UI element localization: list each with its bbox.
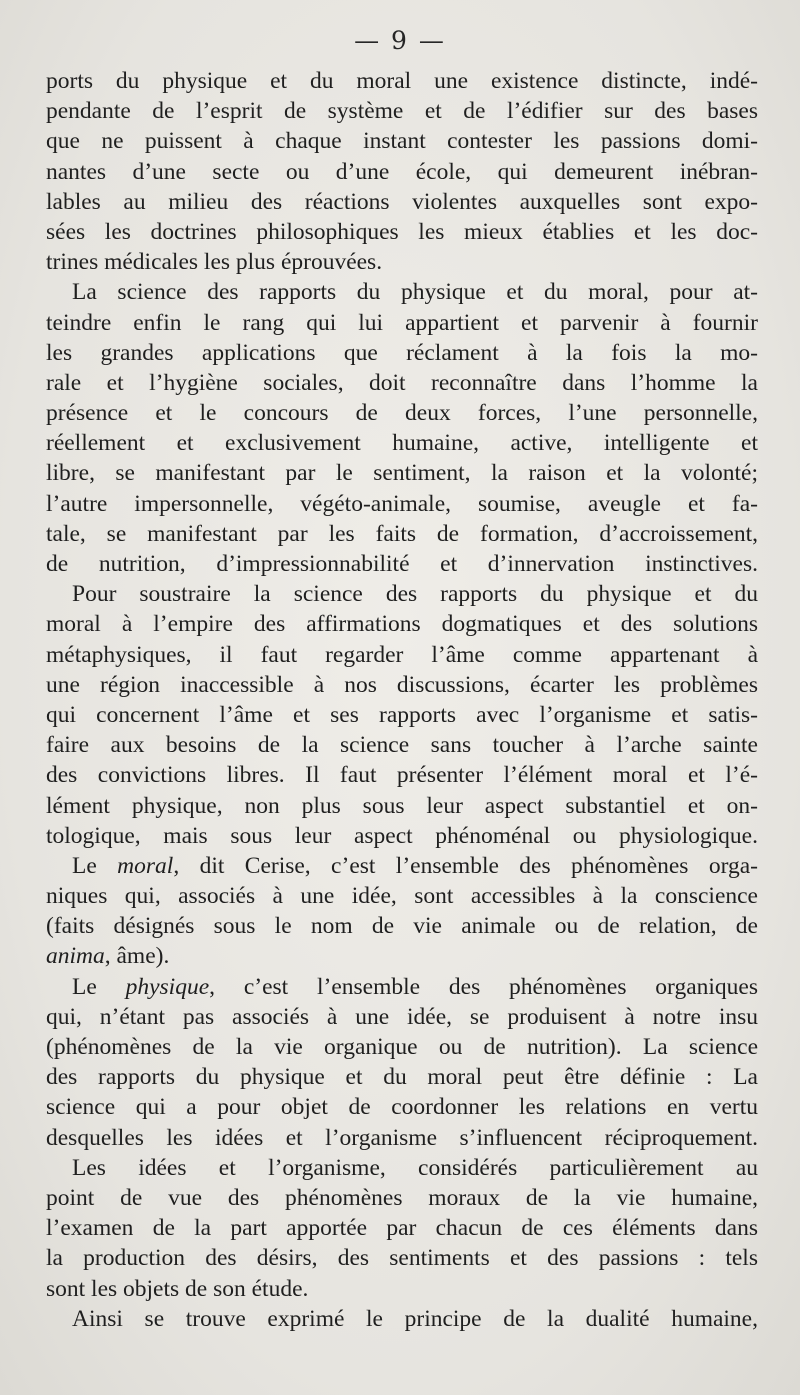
italic-term: anima [46, 943, 105, 970]
text-line: qui concernent l’âme et ses rapports avec l’organisme et satis- [46, 701, 758, 728]
text-line: l’autre impersonnelle, végéto-animale, soumise, aveugle et fa- [46, 490, 758, 517]
text-line: lables au milieu des réactions violentes auxquelles sont expo- [46, 188, 758, 215]
text-line: de nutrition, d’impressionnabilité et d’innervation instinctives. [46, 551, 758, 577]
text-line: faire aux besoins de la science sans toucher à l’arche sainte [46, 732, 758, 759]
text-line: Ainsi se trouve exprimé le principe de la dualité humaine, [72, 1305, 758, 1332]
text-line: Le moral, dit Cerise, c’est l’ensemble des phénomènes orga- [72, 852, 758, 879]
text-line: métaphysiques, il faut regarder l’âme comme appartenant à [46, 641, 758, 668]
text-line: La science des rapports du physique et du moral, pour at- [72, 279, 758, 306]
text-line: que ne puissent à chaque instant contester les passions domi- [46, 128, 758, 155]
italic-term: physique [125, 973, 210, 1000]
text-line: pendante de l’esprit de système et de l’édifier sur des bases [46, 98, 758, 125]
text-line: libre, se manifestant par le sentiment, la raison et la volonté; [46, 460, 758, 487]
text-line: des rapports du physique et du moral peut être définie : La [46, 1064, 758, 1091]
text-line: (faits désignés sous le nom de vie animale ou de relation, de [46, 913, 758, 940]
text-line: science qui a pour objet de coordonner les relations en vertu [46, 1094, 758, 1121]
text-line: moral à l’empire des affirmations dogmatiques et des solutions [46, 611, 758, 638]
text-line: qui, n’étant pas associés à une idée, se produisent à notre insu [46, 1003, 758, 1030]
text-line: des convictions libres. Il faut présenter l’élément moral et l’é- [46, 762, 758, 789]
text-line: teindre enfin le rang qui lui appartient et parvenir à fournir [46, 309, 758, 336]
text-line: ports du physique et du moral une existence distincte, indé- [46, 68, 758, 94]
text-line: les grandes applications que réclament à la fois la mo- [46, 339, 758, 366]
italic-term: moral [117, 852, 174, 879]
text-line: trines médicales les plus éprouvées. [46, 249, 383, 276]
text-line: lément physique, non plus sous leur aspect substantiel et on- [46, 792, 758, 819]
text-line: (phénomènes de la vie organique ou de nutrition). La science [46, 1034, 758, 1060]
text-line: Les idées et l’organisme, considérés particulièrement au [72, 1154, 758, 1181]
text-line: sont les objets de son étude. [46, 1275, 309, 1302]
text-line: la production des désirs, des sentiments et des passions : tels [46, 1245, 758, 1272]
text-line: desquelles les idées et l’organisme s’influencent réciproquement. [46, 1124, 758, 1151]
text-line: Le physique, c’est l’ensemble des phénomènes organiques [72, 973, 758, 1000]
text-line: anima, âme). [46, 943, 170, 970]
text-line: tale, se manifestant par les faits de formation, d’accroissement, [46, 520, 758, 547]
text-line: présence et le concours de deux forces, l’une personnelle, [46, 400, 758, 427]
page-number: — 9 — [354, 26, 446, 55]
text-line: sées les doctrines philosophiques les mieux établies et les doc- [46, 218, 758, 245]
text-line: rale et l’hygiène sociales, doit reconnaître dans l’homme la [46, 369, 758, 396]
body-text [46, 66, 758, 1334]
text-line: nantes d’une secte ou d’une école, qui demeurent inébran- [46, 158, 758, 185]
text-line: niques qui, associés à une idée, sont accessibles à la conscience [46, 883, 758, 910]
text-line: l’examen de la part apportée par chacun de ces éléments dans [46, 1215, 758, 1242]
text-line: tologique, mais sous leur aspect phénoménal ou physiologique. [46, 822, 758, 849]
text-line: une région inaccessible à nos discussions, écarter les problèmes [46, 671, 758, 698]
text-line: réellement et exclusivement humaine, active, intelligente et [46, 430, 758, 457]
text-line: point de vue des phénomènes moraux de la vie humaine, [46, 1184, 758, 1211]
text-line: Pour soustraire la science des rapports du physique et du [72, 581, 758, 608]
